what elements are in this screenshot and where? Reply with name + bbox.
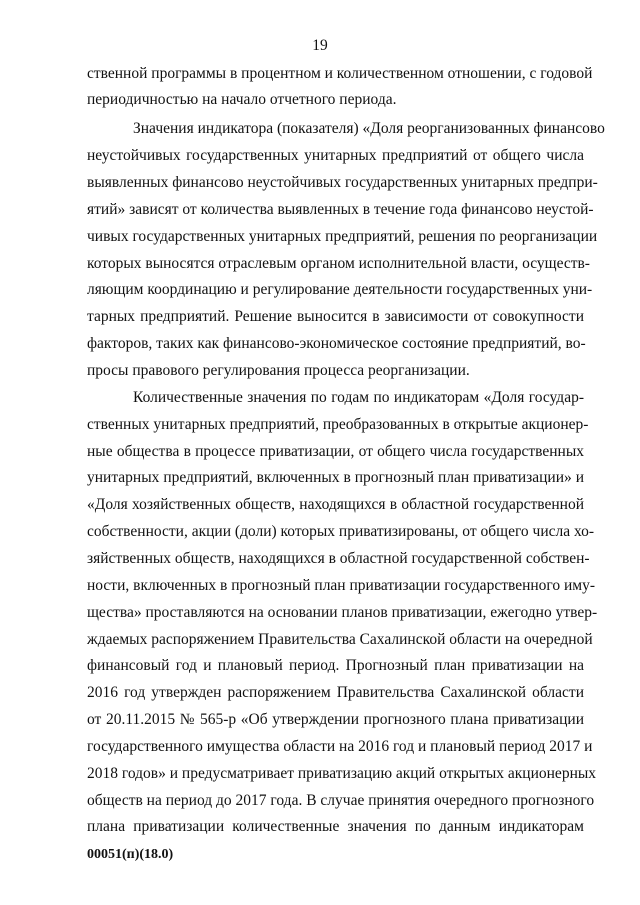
text-line: щества» проставляются на основании планов приватизации, ежегодно утвер- xyxy=(87,604,598,621)
text-line: чивых государственных унитарных предприятий, решения по реорганизации xyxy=(87,228,598,245)
text-line: неустойчивых государственных унитарных предприятий от общего числа xyxy=(87,147,584,164)
text-line: просы правового регулирования процесса реорганизации. xyxy=(87,362,470,379)
text-line: которых выносятся отраслевым органом исполнительной власти, осуществ- xyxy=(87,255,590,272)
text-line: плана приватизации количественные значения по данным индикаторам xyxy=(87,818,584,835)
text-line: тарных предприятий. Решение выносится в зависимости от совокупности xyxy=(87,308,584,325)
text-line: факторов, таких как финансово-экономическое состояние предприятий, во- xyxy=(87,335,586,352)
document-code: 00051(п)(18.0) xyxy=(87,847,174,862)
text-line: финансовый год и плановый период. Прогнозный план приватизации на xyxy=(87,657,584,674)
text-line: государственного имущества области на 2016 год и плановый период 2017 и xyxy=(87,738,593,755)
text-line: выявленных финансово неустойчивых государственных унитарных предпри- xyxy=(87,174,598,191)
text-line: ственных унитарных предприятий, преобразованных в открытые акционер- xyxy=(87,416,589,433)
text-line: зяйственных обществ, находящихся в областной государственной собствен- xyxy=(87,550,590,567)
text-line: Количественные значения по годам по индикаторам «Доля государ- xyxy=(133,389,584,406)
text-line: 2016 год утвержден распоряжением Правительства Сахалинской области xyxy=(87,684,584,701)
text-line: ные общества в процессе приватизации, от общего числа государственных xyxy=(87,443,584,460)
text-line: периодичностью на начало отчетного периода. xyxy=(87,91,397,108)
page-number: 19 xyxy=(312,37,328,54)
text-line: собственности, акции (доли) которых приватизированы, от общего числа хо- xyxy=(87,523,595,540)
text-line: от 20.11.2015 № 565-р «Об утверждении прогнозного плана приватизации xyxy=(87,711,584,728)
text-line: унитарных предприятий, включенных в прогнозный план приватизации» и xyxy=(87,469,584,486)
text-line: 2018 годов» и предусматривает приватизацию акций открытых акционерных xyxy=(87,765,597,782)
text-line: Значения индикатора (показателя) «Доля реорганизованных финансово xyxy=(133,120,605,137)
text-line: «Доля хозяйственных обществ, находящихся в областной государственной xyxy=(87,496,584,513)
text-line: ждаемых распоряжением Правительства Сахалинской области на очередной xyxy=(87,631,593,648)
text-line: ляющим координацию и регулирование деятельности государственных уни- xyxy=(87,281,593,298)
text-line: ятий» зависят от количества выявленных в течение года финансово неустой- xyxy=(87,201,594,218)
text-line: ственной программы в процентном и количественном отношении, с годовой xyxy=(87,65,593,82)
text-line: обществ на период до 2017 года. В случае принятия очередного прогнозного xyxy=(87,792,595,809)
text-line: ности, включенных в прогнозный план приватизации государственного иму- xyxy=(87,577,596,594)
